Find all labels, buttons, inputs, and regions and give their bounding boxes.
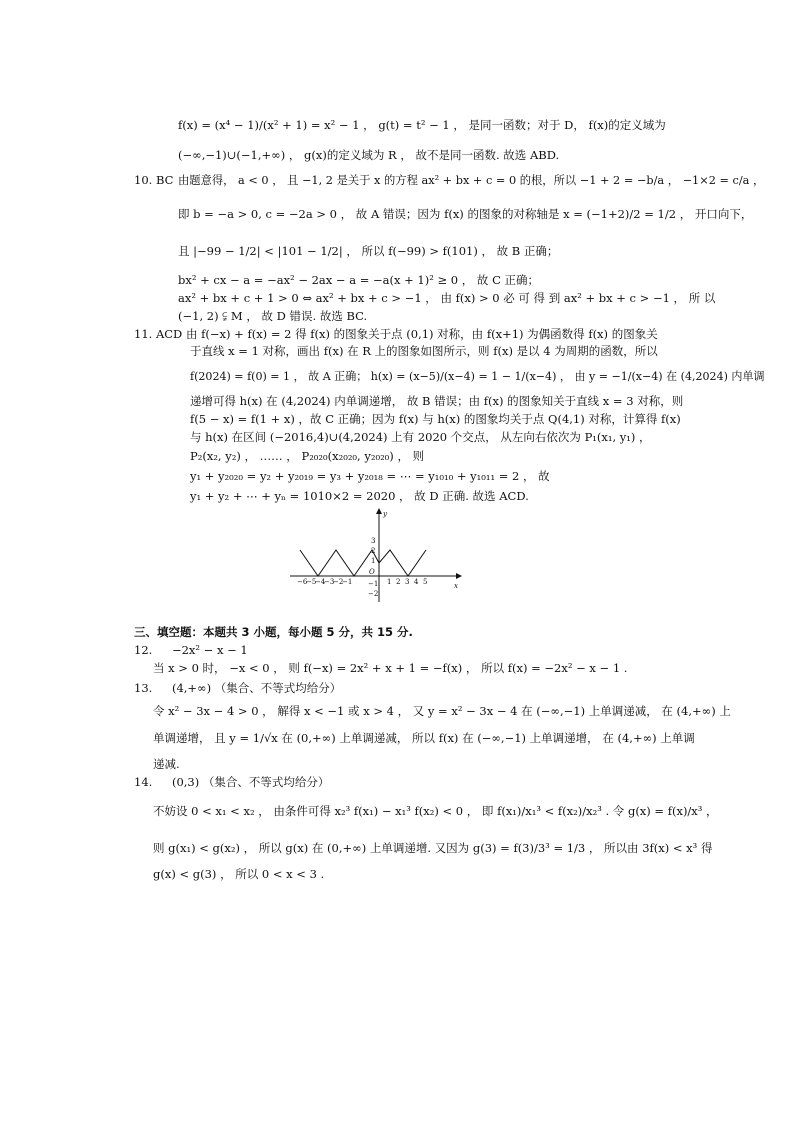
q12-line-1: 当 x > 0 时， −x < 0 ， 则 f(−x) = 2x² + x + 1 = −f(x) ， 所以 f(x) = −2x² − x − 1 . (153, 661, 628, 675)
q10-line-2: 即 b = −a > 0, c = −2a > 0 ， 故 A 错误；因为 f(x) 的图象的对称轴是 x = (−1+2)/2 = 1/2 ， 开口向下， (178, 207, 753, 221)
x-axis-label: x (454, 582, 458, 590)
q13-note: （集合、不等式均给分） (214, 681, 342, 695)
q12-number: 12. (134, 643, 153, 657)
q11-line-3: f(2024) = f(0) = 1 ， 故 A 正确； h(x) = (x−5)/(x−4) = 1 − 1/(x−4) ， 由 y = −1/(x−4) 在 (4,2024) 内单调 (190, 369, 765, 383)
y-axis-label: y (383, 510, 387, 518)
q12-answer: −2x² − x − 1 (171, 643, 248, 657)
x-tick: −2 (333, 578, 344, 586)
q14-header (134, 774, 329, 790)
y-tick: 3 (371, 537, 376, 545)
q14-line-2: 则 g(x₁) < g(x₂) ， 所以 g(x) 在 (0,+∞) 上单调递增. 又因为 g(3) = f(3)/3³ = 1/3 ， 所以由 3f(x) < x³ 得 (153, 841, 713, 855)
q11-header (134, 326, 182, 342)
section-3-heading: 三、填空题：本题共 3 小题，每小题 5 分，共 15 分. (134, 625, 413, 639)
q11-line-5: f(5 − x) = f(1 + x) ，故 C 正确；因为 f(x) 与 h(x) 的图象均关于点 Q(4,1) 对称，计算得 f(x) (190, 412, 681, 426)
q14-number: 14. (134, 775, 153, 789)
q10-line-5: ax² + bx + c + 1 > 0 ⇔ ax² + bx + c > −1 ， 由 f(x) > 0 必 可 得 到 ax² + bx + c > −1 ， 所 以 (178, 291, 716, 305)
graph-right-branch (379, 550, 426, 576)
q11-line-4: 递增可得 h(x) 在 (4,2024) 内单调递增， 故 B 错误；由 f(x) 的图象知关于直线 x = 3 对称，则 (190, 394, 684, 408)
q11-line-7: P₂(x₂, y₂) ， …… ， P₂₀₂₀(x₂₀₂₀, y₂₀₂₀) ， 则 (190, 449, 425, 463)
q11-line-2: 于直线 x = 1 对称，画出 f(x) 在 R 上的图象如图所示，则 f(x) 是以 4 为周期的函数，所以 (190, 344, 658, 358)
q10-header (134, 172, 173, 188)
q14-answer: (0,3) (171, 775, 200, 789)
y-tick: 1 (371, 557, 376, 565)
q13-answer: (4,+∞) (171, 681, 212, 695)
q11-number: 11. (134, 327, 153, 341)
q13-line-2: 单调递增， 且 y = 1/√x 在 (0,+∞) 上单调递减， 所以 f(x) 在 (−∞,−1) 上单调递增， 在 (4,+∞) 上单调 (153, 731, 695, 745)
x-tick: 4 (414, 578, 419, 586)
q10-answer: BC (155, 173, 174, 187)
q10-line-6: (−1, 2) ⫋ M ， 故 D 错误. 故选 BC. (178, 309, 368, 323)
x-tick: 1 (387, 578, 392, 586)
q11-line-1: 由 f(−x) + f(x) = 2 得 f(x) 的图象关于点 (0,1) 对称，由 f(x+1) 为偶函数得 f(x) 的图象关 (186, 327, 658, 341)
q13-line-1: 令 x² − 3x − 4 > 0 ， 解得 x < −1 或 x > 4 ， 又 y = x² − 3x − 4 在 (−∞,−1) 上单调递减， 在 (4,+∞) 上 (153, 704, 731, 718)
y-tick: −1 (368, 580, 379, 588)
q10-line-3: 且 |−99 − 1/2| < |101 − 1/2| ， 所以 f(−99) > f(101) ， 故 B 正确； (178, 244, 559, 258)
q11-line-8: y₁ + y₂₀₂₀ = y₂ + y₂₀₁₉ = y₃ + y₂₀₁₈ = ⋯ = y₁₀₁₀ + y₁₀₁₁ = 2 ， 故 (190, 469, 550, 483)
q11-answer: ACD (155, 327, 183, 341)
x-tick: 3 (405, 578, 410, 586)
q10-number: 10. (134, 173, 153, 187)
q14-line-1: 不妨设 0 < x₁ < x₂ ， 由条件可得 x₂³ f(x₁) − x₁³ f(x₂) < 0 ， 即 f(x₁)/x₁³ < f(x₂)/x₂³ . 令 g(x) = f(x)/x³ ， (153, 804, 718, 818)
q10-line-4: bx² + cx − a = −ax² − 2ax − a = −a(x + 1)² ≥ 0 ， 故 C 正确； (178, 273, 540, 287)
x-tick: −1 (342, 578, 353, 586)
q10-line-1: 由题意得， a < 0 ， 且 −1, 2 是关于 x 的方程 ax² + bx + c = 0 的根，所以 −1 + 2 = −b/a ， −1×2 = c/a ， (178, 173, 765, 187)
q14-line-3: g(x) < g(3) ， 所以 0 < x < 3 . (153, 867, 325, 881)
y-tick: −2 (368, 590, 379, 598)
x-axis-arrow-icon (456, 573, 462, 579)
function-graph (286, 508, 466, 604)
x-tick: −4 (315, 578, 326, 586)
q9-line-1: f(x) = (x⁴ − 1)/(x² + 1) = x² − 1 ， g(t) = t² − 1 ， 是同一函数；对于 D， f(x)的定义域为 (178, 118, 666, 132)
y-axis-arrow-icon (376, 508, 382, 514)
x-tick: 5 (423, 578, 428, 586)
x-tick: −3 (324, 578, 335, 586)
x-tick: 2 (396, 578, 401, 586)
q14-note: （集合、不等式均给分） (202, 775, 330, 789)
q11-line-6: 与 h(x) 在区间 (−2016,4)∪(4,2024) 上有 2020 个交点， 从左向右依次为 P₁(x₁, y₁) ， (190, 430, 651, 444)
x-tick: −5 (306, 578, 317, 586)
q13-line-3: 递减. (153, 757, 180, 771)
q11-line-9: y₁ + y₂ + ⋯ + yₙ = 1010×2 = 2020 ， 故 D 正确. 故选 ACD. (190, 489, 529, 503)
y-tick: 2 (371, 547, 376, 555)
q13-number: 13. (134, 681, 153, 695)
q9-line-2: (−∞,−1)∪(−1,+∞) ， g(x)的定义域为 R ， 故不是同一函数. 故选 ABD. (178, 148, 560, 162)
x-tick: −6 (297, 578, 308, 586)
q13-header (134, 680, 341, 696)
q12-header (134, 642, 248, 658)
origin-label: O (369, 568, 375, 576)
graph-left-branch (300, 550, 379, 576)
